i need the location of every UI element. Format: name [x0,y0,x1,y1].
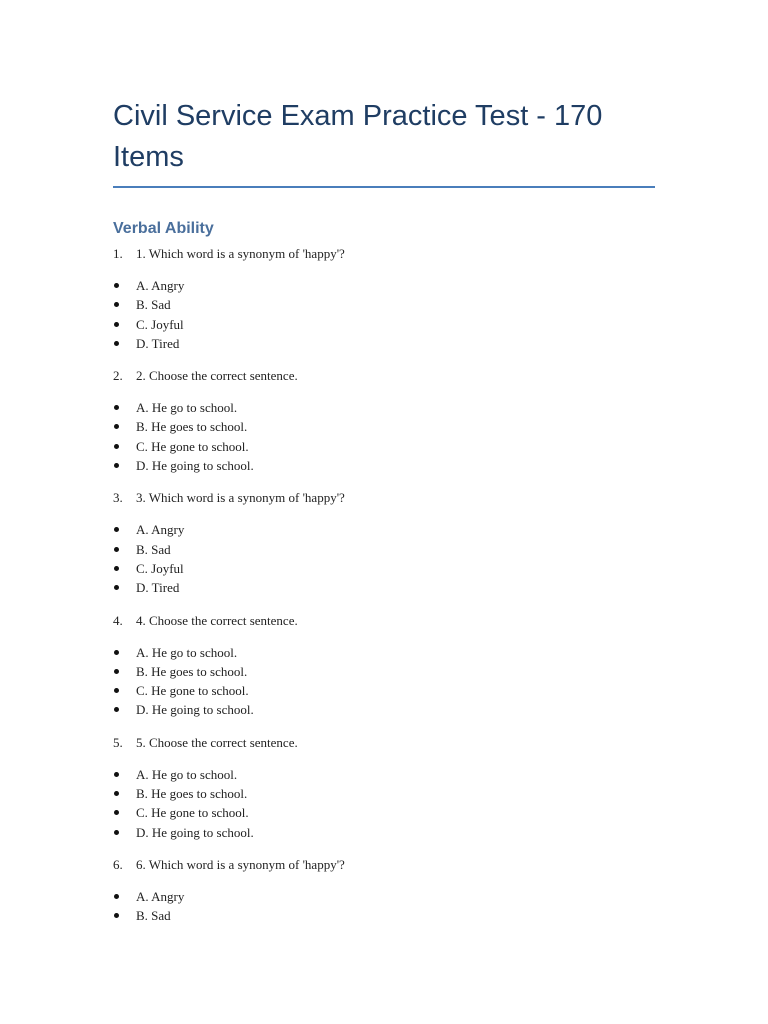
option-item [113,398,655,417]
question-line [113,855,655,874]
question-number: 2. [113,368,123,384]
bullet-icon [113,417,136,436]
bullet-icon [113,784,136,803]
option-item [113,417,655,436]
option-text: B. Sad [136,541,171,557]
question-item [113,611,655,720]
option-text: A. He go to school. [136,766,238,782]
option-item [113,295,655,314]
question-text: 5. Choose the correct sentence. [136,734,298,750]
question-text: 6. Which word is a synonym of 'happy'? [136,856,345,872]
question-number: 4. [113,612,123,628]
option-item [113,643,655,662]
bullet-icon [113,906,136,925]
option-item [113,662,655,681]
bullet-icon [113,437,136,456]
bullet-icon [113,540,136,559]
bullet-icon [113,700,136,719]
question-number: 3. [113,490,123,506]
option-text: A. He go to school. [136,400,238,416]
section-heading: Verbal Ability [113,220,214,237]
bullet-icon [113,456,136,475]
option-text: D. Tired [136,335,180,351]
option-item [113,765,655,784]
option-item [113,540,655,559]
option-item [113,700,655,719]
option-text: C. He gone to school. [136,438,249,454]
option-item [113,578,655,597]
option-text: D. He going to school. [136,702,254,718]
option-item [113,559,655,578]
bullet-icon [113,887,136,906]
bullet-icon [113,520,136,539]
bullet-icon [113,662,136,681]
option-item [113,887,655,906]
option-item [113,456,655,475]
option-list [113,643,655,720]
bullet-icon [113,803,136,822]
bullet-icon [113,823,136,842]
option-text: B. Sad [136,908,171,924]
document-page [113,96,655,939]
option-list [113,887,655,926]
option-item [113,823,655,842]
option-item [113,681,655,700]
option-item [113,803,655,822]
option-text: C. Joyful [136,316,184,332]
bullet-icon [113,681,136,700]
option-text: B. He goes to school. [136,419,248,435]
option-list [113,398,655,475]
option-list [113,276,655,353]
question-list [113,244,655,926]
question-item [113,244,655,353]
option-text: B. He goes to school. [136,663,248,679]
question-item [113,733,655,842]
question-item [113,488,655,597]
option-list [113,765,655,842]
question-line [113,366,655,385]
question-number: 5. [113,734,123,750]
option-item [113,784,655,803]
option-item [113,315,655,334]
question-line [113,733,655,752]
option-text: C. Joyful [136,560,184,576]
option-item [113,276,655,295]
option-text: D. Tired [136,580,180,596]
question-item [113,366,655,475]
option-item [113,437,655,456]
option-item [113,520,655,539]
option-text: B. Sad [136,297,171,313]
option-list [113,520,655,597]
option-text: D. He going to school. [136,458,254,474]
bullet-icon [113,295,136,314]
bullet-icon [113,578,136,597]
bullet-icon [113,398,136,417]
bullet-icon [113,559,136,578]
question-line [113,244,655,263]
option-text: A. Angry [136,522,185,538]
option-text: C. He gone to school. [136,683,249,699]
bullet-icon [113,643,136,662]
option-text: C. He gone to school. [136,805,249,821]
question-text: 2. Choose the correct sentence. [136,368,298,384]
option-text: A. Angry [136,888,185,904]
question-text: 1. Which word is a synonym of 'happy'? [136,246,345,261]
bullet-icon [113,276,136,295]
bullet-icon [113,765,136,784]
option-text: D. He going to school. [136,824,254,840]
bullet-icon [113,315,136,334]
question-line [113,611,655,630]
bullet-icon [113,334,136,353]
option-item [113,906,655,925]
option-text: A. He go to school. [136,644,238,660]
question-line [113,488,655,507]
option-text: A. Angry [136,278,185,293]
question-number: 6. [113,856,123,872]
question-text: 3. Which word is a synonym of 'happy'? [136,490,345,506]
option-text: B. He goes to school. [136,786,248,802]
question-text: 4. Choose the correct sentence. [136,612,298,628]
option-item [113,334,655,353]
question-number: 1. [113,246,123,261]
question-item [113,855,655,926]
document-title: Civil Service Exam Practice Test - 170 Items [113,96,655,188]
